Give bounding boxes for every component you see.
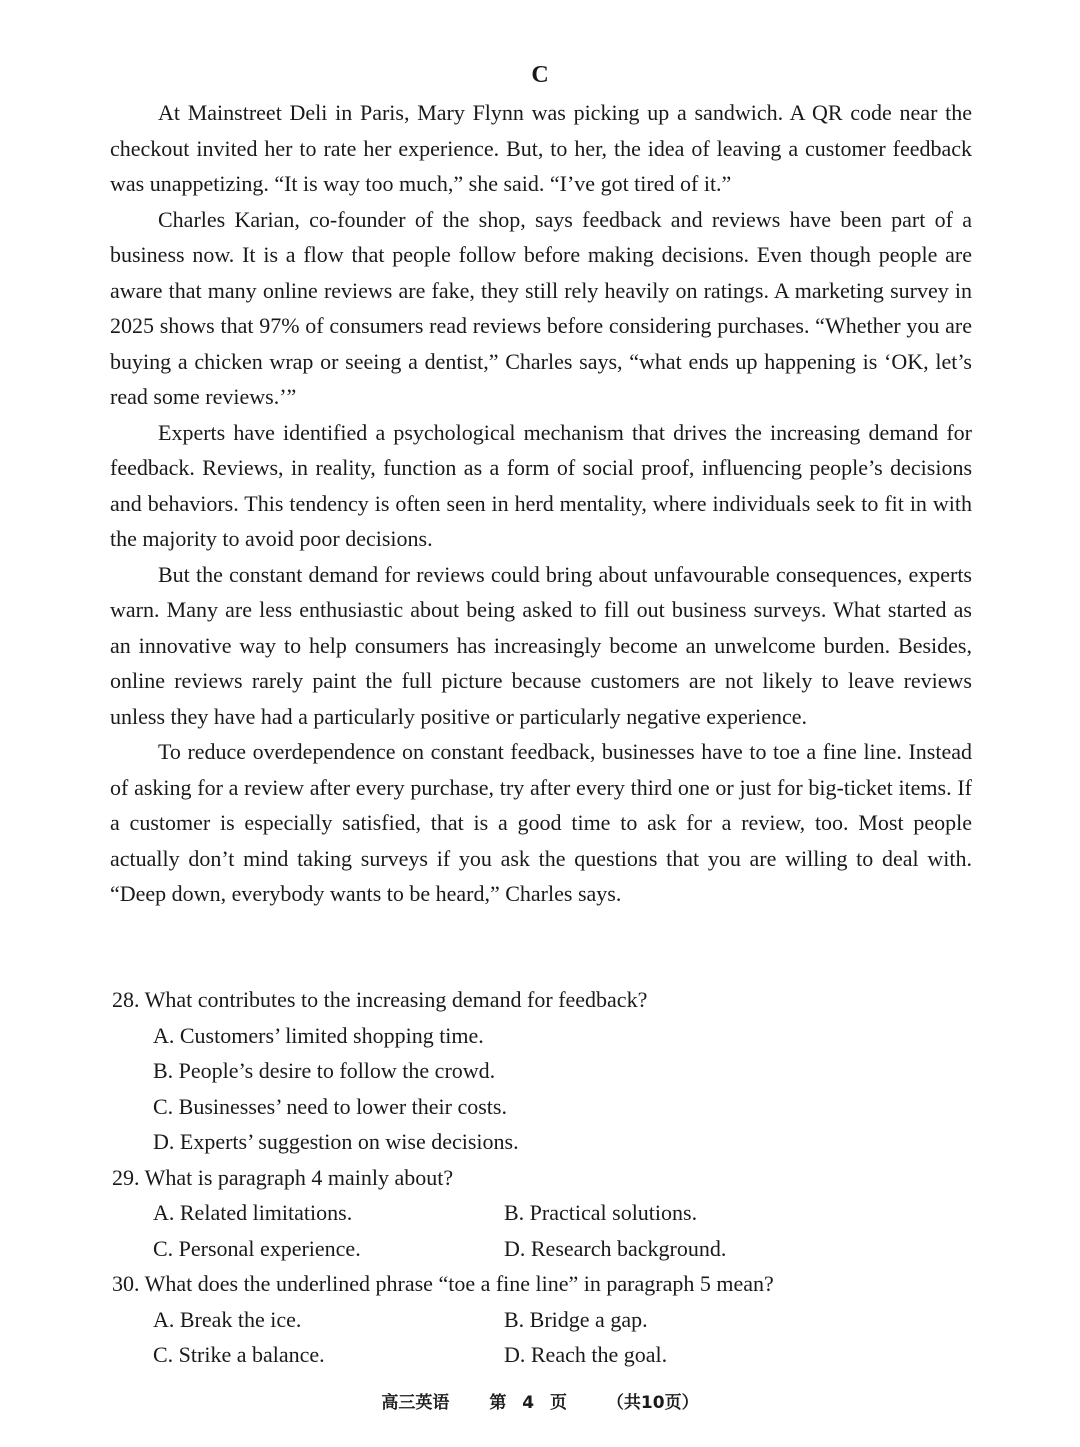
question-stem: 29. What is paragraph 4 mainly about? [112, 1164, 454, 1190]
question-stem: 30. What does the underlined phrase “toe a fine line” in paragraph 5 mean? [112, 1271, 774, 1296]
option-c: C. Businesses’ need to lower their costs. [153, 1093, 507, 1119]
footer-total: （共10页） [606, 1393, 699, 1413]
option-d: D. Experts’ suggestion on wise decisions. [153, 1129, 519, 1154]
option-a: A. Break the ice. [153, 1306, 302, 1332]
option-d: D. Research background. [504, 1235, 727, 1261]
question-28 [112, 982, 972, 1160]
option-a: A. Related limitations. [153, 1200, 353, 1225]
option-c: C. Strike a balance. [153, 1342, 325, 1367]
reading-passage [110, 95, 972, 912]
section-title: C [531, 62, 549, 88]
paragraph-4: But the constant demand for reviews could bring about unfavourable consequences, experts warn. Many are less enthusiastic about being asked to fill out business surveys. What started as an innovative way to help consumers has increasingly become an unwelcome burden. Besides, online reviews rarely paint the full picture because customers are not likely to leave reviews unless they have had a particularly positive or particularly negative experience. [110, 561, 972, 729]
question-stem: 28. What contributes to the increasing demand for feedback? [112, 987, 648, 1012]
paragraph-1: At Mainstreet Deli in Paris, Mary Flynn was picking up a sandwich. A QR code near the checkout invited her to rate her experience. But, to her, the idea of leaving a customer feedback was unappetizing. “It is way too much,” she said. “I’ve got tired of it.” [110, 100, 972, 196]
option-b: B. Practical solutions. [504, 1200, 698, 1225]
option-d: D. Reach the goal. [504, 1342, 668, 1367]
option-a: A. Customers’ limited shopping time. [153, 1022, 484, 1048]
paragraph-3: Experts have identified a psychological mechanism that drives the increasing demand for feedback. Reviews, in reality, function as a form of social proof, influencing people’s decisions and behaviors. This tendency is often seen in herd mentality, where individuals seek to fit in with the majority to avoid poor decisions. [110, 419, 972, 551]
option-b: B. Bridge a gap. [504, 1306, 648, 1332]
question-29 [112, 1160, 972, 1267]
page-footer [0, 1388, 1080, 1413]
paragraph-5: To reduce overdependence on constant feedback, businesses have to toe a fine line. Instead of asking for a review after every purchase, try after every third one or just for big-ticket items. If a customer is especially satisfied, that is a good time to ask for a review, too. Most people actually don’t mind taking surveys if you ask the questions that you are willing to deal with. “Deep down, everybody wants to be heard,” Charles says. [110, 739, 972, 906]
footer-subject: 高三英语 [381, 1393, 450, 1413]
questions [112, 982, 972, 1373]
question-30 [112, 1266, 972, 1373]
footer-page: 第 4 页 [489, 1393, 567, 1413]
option-b: B. People’s desire to follow the crowd. [153, 1058, 496, 1083]
option-c: C. Personal experience. [153, 1235, 361, 1261]
paragraph-2: Charles Karian, co-founder of the shop, says feedback and reviews have been part of a business now. It is a flow that people follow before making decisions. Even though people are aware that many online reviews are fake, they still rely heavily on ratings. A marketing survey in 2025 shows that 97% of consumers read reviews before considering purchases. “Whether you are buying a chicken wrap or seeing a dentist,” Charles says, “what ends up happening is ‘OK, let’s read some reviews.’” [110, 206, 972, 409]
